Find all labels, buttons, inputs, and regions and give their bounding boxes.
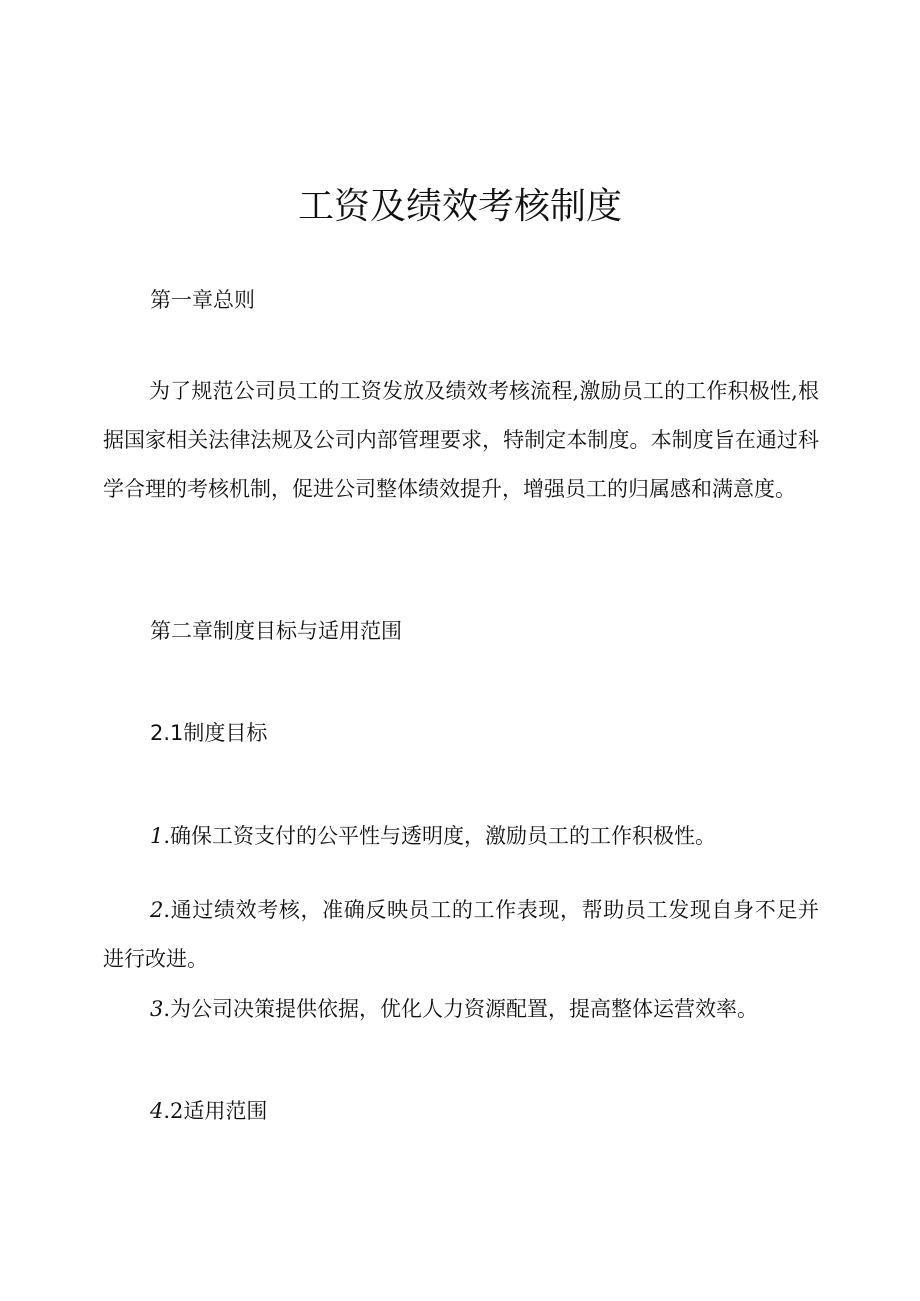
- section-number: 4: [150, 1099, 164, 1123]
- chapter1-heading: 第一章总则: [150, 288, 255, 312]
- section-2-1-heading: 2.1制度目标: [150, 721, 268, 745]
- list-item-number: 3: [150, 997, 164, 1021]
- list-item-number: 1: [150, 824, 164, 848]
- list-item: [103, 886, 819, 984]
- list-item: [150, 994, 758, 1024]
- list-item: [150, 821, 716, 851]
- list-item-text: .为公司决策提供依据，优化人力资源配置，提高整体运营效率。: [163, 997, 759, 1021]
- section-2-2-heading: [150, 1096, 267, 1126]
- list-item-text: .确保工资支付的公平性与透明度，激励员工的工作积极性。: [163, 824, 717, 848]
- list-item-number: 2: [150, 898, 164, 922]
- chapter2-heading: 第二章制度目标与适用范围: [150, 619, 402, 643]
- list-item-text: .通过绩效考核，准确反映员工的工作表现，帮助员工发现自身不足并进行改进。: [103, 898, 819, 971]
- section-text: .2适用范围: [163, 1099, 268, 1123]
- chapter1-paragraph: 为了规范公司员工的工资发放及绩效考核流程,激励员工的工作积极性,根据国家相关法律法规及公司内部管理要求，特制定本制度。本制度旨在通过科学合理的考核机制，促进公司整体绩效提升，增强员工的归属感和满意度。: [103, 379, 819, 501]
- document-title: 工资及绩效考核制度: [297, 186, 622, 227]
